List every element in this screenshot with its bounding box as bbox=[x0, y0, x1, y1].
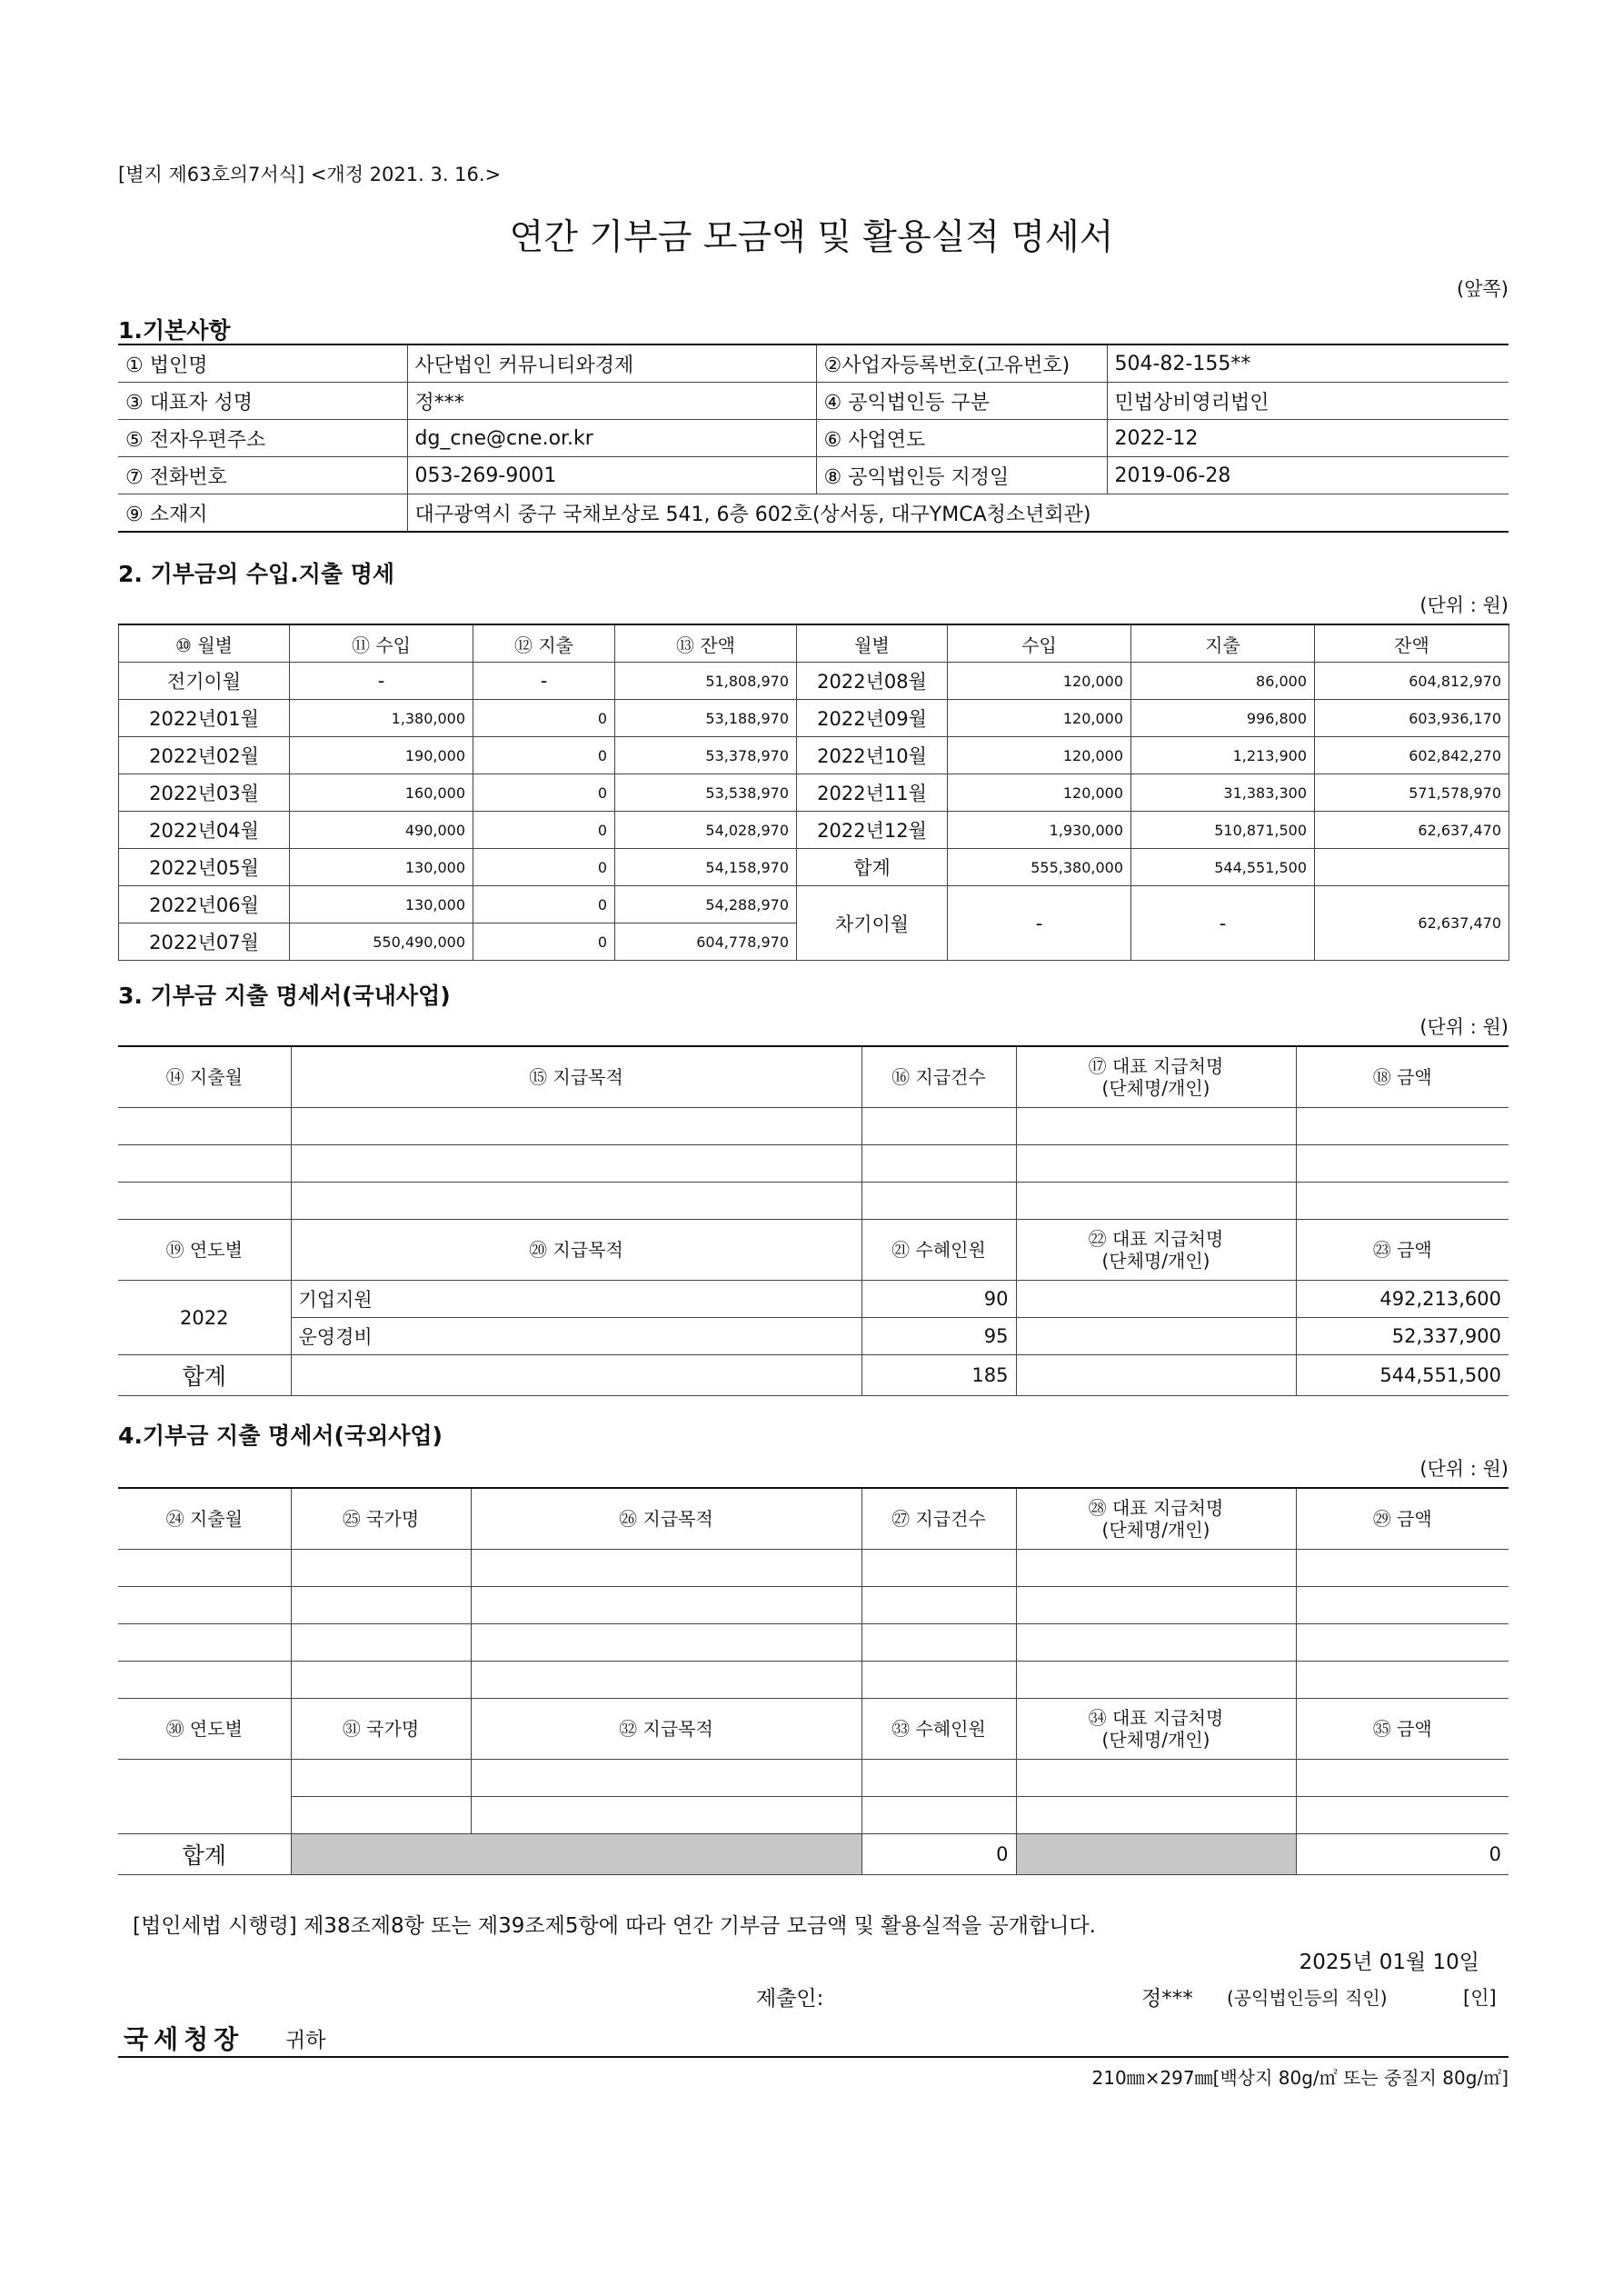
section1-title: 1.기본사항 bbox=[118, 317, 231, 344]
empty-row bbox=[118, 1145, 1508, 1183]
month-cell: 2022년05월 bbox=[119, 849, 290, 886]
info-value: 053-269-9001 bbox=[407, 457, 816, 494]
overseas-expense-table bbox=[118, 1487, 1508, 1875]
payee-header-line1: ㉞ 대표 지급처명 bbox=[1088, 1707, 1224, 1729]
total-row bbox=[118, 1355, 1508, 1396]
submitter-role: (공익법인등의 직인) bbox=[1227, 1987, 1388, 2009]
income-cell: 1,930,000 bbox=[948, 812, 1131, 849]
info-value: 2022-12 bbox=[1107, 420, 1508, 457]
balance-cell: 54,288,970 bbox=[615, 886, 797, 923]
total-label-cell: 합계 bbox=[797, 849, 948, 886]
income-cell: 550,490,000 bbox=[290, 923, 473, 961]
count-cell: 90 bbox=[861, 1281, 1016, 1318]
table-row bbox=[119, 849, 1509, 886]
total-row bbox=[118, 1834, 1508, 1875]
expense-cell: 0 bbox=[473, 849, 615, 886]
col-header-payee bbox=[1016, 1046, 1296, 1108]
payee-header-line1: ⑰ 대표 지급처명 bbox=[1088, 1055, 1224, 1077]
basic-info-table bbox=[118, 344, 1508, 533]
table-row bbox=[119, 812, 1509, 849]
section3-unit: (단위 : 원) bbox=[1419, 1016, 1508, 1038]
document-title: 연간 기부금 모금액 및 활용실적 명세서 bbox=[509, 217, 1114, 258]
expense-cell: 86,000 bbox=[1131, 663, 1315, 700]
section4-unit: (단위 : 원) bbox=[1419, 1458, 1508, 1480]
expense-cell: 510,871,500 bbox=[1131, 812, 1315, 849]
col-header: ㉖ 지급목적 bbox=[471, 1488, 861, 1550]
month-cell: 2022년07월 bbox=[119, 923, 290, 961]
carry-forward-balance: 62,637,470 bbox=[1315, 886, 1509, 961]
info-label: ⑥ 사업연도 bbox=[816, 420, 1107, 457]
col-header: ⑫ 지출 bbox=[473, 624, 615, 663]
total-expense-cell: 544,551,500 bbox=[1131, 849, 1315, 886]
amount-cell: 52,337,900 bbox=[1296, 1318, 1508, 1355]
table-row bbox=[119, 774, 1509, 812]
empty-row bbox=[118, 1797, 1508, 1834]
balance-cell: 53,378,970 bbox=[615, 737, 797, 774]
col-header-payee bbox=[1016, 1488, 1296, 1550]
empty-row bbox=[118, 1662, 1508, 1699]
balance-cell: 604,778,970 bbox=[615, 923, 797, 961]
table-row bbox=[119, 700, 1509, 737]
seal-mark: [인] bbox=[1463, 1987, 1497, 2009]
info-label: ① 법인명 bbox=[118, 344, 407, 383]
month-cell: 2022년02월 bbox=[119, 737, 290, 774]
expense-cell: 0 bbox=[473, 700, 615, 737]
empty-row bbox=[118, 1108, 1508, 1145]
col-header-payee bbox=[1016, 1699, 1296, 1760]
balance-cell: 571,578,970 bbox=[1315, 774, 1509, 812]
empty-row bbox=[118, 1550, 1508, 1587]
col-header-payee bbox=[1016, 1220, 1296, 1281]
section2-unit: (단위 : 원) bbox=[1419, 594, 1508, 616]
balance-cell: 54,028,970 bbox=[615, 812, 797, 849]
empty-row bbox=[118, 1183, 1508, 1220]
header-row bbox=[119, 624, 1509, 663]
col-header: ⑲ 연도별 bbox=[118, 1220, 291, 1281]
bottom-divider bbox=[118, 2056, 1508, 2058]
income-expense-table bbox=[118, 624, 1509, 961]
balance-cell: 53,538,970 bbox=[615, 774, 797, 812]
expense-cell: 0 bbox=[473, 886, 615, 923]
income-cell: 130,000 bbox=[290, 849, 473, 886]
payee-cell bbox=[1016, 1281, 1296, 1318]
table-row bbox=[119, 886, 1509, 923]
month-cell: 2022년06월 bbox=[119, 886, 290, 923]
carry-forward-label: 차기이월 bbox=[797, 886, 948, 961]
col-header: ㉑ 수혜인원 bbox=[861, 1220, 1016, 1281]
purpose-cell: 기업지원 bbox=[291, 1281, 861, 1318]
income-cell: 160,000 bbox=[290, 774, 473, 812]
col-header: ㉙ 금액 bbox=[1296, 1488, 1508, 1550]
income-cell: 120,000 bbox=[948, 774, 1131, 812]
info-value: 민법상비영리법인 bbox=[1107, 383, 1508, 420]
info-value: 사단법인 커뮤니티와경제 bbox=[407, 344, 816, 383]
income-cell: 120,000 bbox=[948, 700, 1131, 737]
count-cell: 95 bbox=[861, 1318, 1016, 1355]
expense-cell: 1,213,900 bbox=[1131, 737, 1315, 774]
table-row bbox=[119, 663, 1509, 700]
expense-cell: - bbox=[473, 663, 615, 700]
payee-cell bbox=[1016, 1318, 1296, 1355]
expense-cell: 0 bbox=[473, 812, 615, 849]
payee-header-line2: (단체명/개인) bbox=[1101, 1729, 1210, 1751]
shaded-cell bbox=[291, 1834, 861, 1875]
col-header: ⑭ 지출월 bbox=[118, 1046, 291, 1108]
info-row bbox=[118, 420, 1508, 457]
col-header: ㉟ 금액 bbox=[1296, 1699, 1508, 1760]
shaded-cell bbox=[1016, 1834, 1296, 1875]
section3-title: 3. 기부금 지출 명세서(국내사업) bbox=[118, 983, 451, 1009]
income-cell: 1,380,000 bbox=[290, 700, 473, 737]
col-header: 지출 bbox=[1131, 624, 1315, 663]
balance-cell: 602,842,270 bbox=[1315, 737, 1509, 774]
col-header: ㉗ 지급건수 bbox=[861, 1488, 1016, 1550]
payee-header-line1: ㉘ 대표 지급처명 bbox=[1088, 1497, 1224, 1519]
payee-header-line1: ㉒ 대표 지급처명 bbox=[1088, 1228, 1224, 1250]
expense-cell: 31,383,300 bbox=[1131, 774, 1315, 812]
income-cell: - bbox=[290, 663, 473, 700]
info-value: dg_cne@cne.or.kr bbox=[407, 420, 816, 457]
form-number: [별지 제63호의7서식] <개정 2021. 3. 16.> bbox=[118, 164, 502, 185]
col-header: ⑪ 수입 bbox=[290, 624, 473, 663]
month-cell: 2022년12월 bbox=[797, 812, 948, 849]
col-header: ㉚ 연도별 bbox=[118, 1699, 291, 1760]
col-header: ㉝ 수혜인원 bbox=[861, 1699, 1016, 1760]
year-cell: 2022 bbox=[118, 1281, 291, 1355]
table-row bbox=[118, 1318, 1508, 1355]
col-header: ⑱ 금액 bbox=[1296, 1046, 1508, 1108]
purpose-cell: 운영경비 bbox=[291, 1318, 861, 1355]
total-label: 합계 bbox=[118, 1834, 291, 1875]
col-header: 월별 bbox=[797, 624, 948, 663]
total-count: 0 bbox=[861, 1834, 1016, 1875]
month-cell: 전기이월 bbox=[119, 663, 290, 700]
info-row bbox=[118, 457, 1508, 494]
col-header: ⑩ 월별 bbox=[119, 624, 290, 663]
month-cell: 2022년10월 bbox=[797, 737, 948, 774]
info-label: ⑤ 전자우편주소 bbox=[118, 420, 407, 457]
total-income-cell: 555,380,000 bbox=[948, 849, 1131, 886]
info-value: 정*** bbox=[407, 383, 816, 420]
domestic-expense-table bbox=[118, 1045, 1508, 1396]
honorific: 귀하 bbox=[285, 2029, 326, 2052]
info-label: ⑦ 전화번호 bbox=[118, 457, 407, 494]
table-row bbox=[119, 737, 1509, 774]
info-value: 504-82-155** bbox=[1107, 344, 1508, 383]
empty-row bbox=[118, 1760, 1508, 1797]
month-cell: 2022년01월 bbox=[119, 700, 290, 737]
total-label: 합계 bbox=[118, 1355, 291, 1396]
info-label: ⑨ 소재지 bbox=[118, 494, 407, 533]
header-row bbox=[118, 1699, 1508, 1760]
info-label: ③ 대표자 성명 bbox=[118, 383, 407, 420]
col-header: ⑮ 지급목적 bbox=[291, 1046, 861, 1108]
month-cell: 2022년03월 bbox=[119, 774, 290, 812]
income-cell: 490,000 bbox=[290, 812, 473, 849]
total-amount: 544,551,500 bbox=[1296, 1355, 1508, 1396]
info-row bbox=[118, 383, 1508, 420]
table-row bbox=[118, 1281, 1508, 1318]
addressee: 국세청장 bbox=[124, 2024, 244, 2054]
section4-title: 4.기부금 지출 명세서(국외사업) bbox=[118, 1423, 443, 1449]
month-cell: 2022년09월 bbox=[797, 700, 948, 737]
month-cell: 2022년04월 bbox=[119, 812, 290, 849]
col-header: 수입 bbox=[948, 624, 1131, 663]
info-label: ④ 공익법인등 구분 bbox=[816, 383, 1107, 420]
address-value: 대구광역시 중구 국채보상로 541, 6층 602호(상서동, 대구YMCA청소년회관) bbox=[407, 494, 1508, 533]
income-cell: 130,000 bbox=[290, 886, 473, 923]
balance-cell: 603,936,170 bbox=[1315, 700, 1509, 737]
col-header: 잔액 bbox=[1315, 624, 1509, 663]
balance-cell: 54,158,970 bbox=[615, 849, 797, 886]
submitter-name: 정*** bbox=[1141, 1987, 1193, 2011]
col-header: ⑯ 지급건수 bbox=[861, 1046, 1016, 1108]
info-value: 2019-06-28 bbox=[1107, 457, 1508, 494]
disclosure-statement: [법인세법 시행령] 제38조제8항 또는 제39조제5항에 따라 연간 기부금 모금액 및 활용실적을 공개합니다. bbox=[133, 1914, 1096, 1938]
expense-cell: 0 bbox=[473, 923, 615, 961]
empty-row bbox=[118, 1624, 1508, 1662]
carry-forward-income: - bbox=[948, 886, 1131, 961]
expense-cell: 996,800 bbox=[1131, 700, 1315, 737]
col-header: ㉕ 국가명 bbox=[291, 1488, 471, 1550]
col-header: ㉛ 국가명 bbox=[291, 1699, 471, 1760]
total-amount: 0 bbox=[1296, 1834, 1508, 1875]
balance-cell: 51,808,970 bbox=[615, 663, 797, 700]
info-label: ②사업자등록번호(고유번호) bbox=[816, 344, 1107, 383]
col-header: ㉜ 지급목적 bbox=[471, 1699, 861, 1760]
income-cell: 190,000 bbox=[290, 737, 473, 774]
header-row bbox=[118, 1220, 1508, 1281]
payee-header-line2: (단체명/개인) bbox=[1101, 1519, 1210, 1541]
info-label: ⑧ 공익법인등 지정일 bbox=[816, 457, 1107, 494]
front-page-label: (앞쪽) bbox=[1457, 278, 1508, 300]
expense-cell: 0 bbox=[473, 774, 615, 812]
total-balance-cell bbox=[1315, 849, 1509, 886]
col-header: ⑬ 잔액 bbox=[615, 624, 797, 663]
balance-cell: 604,812,970 bbox=[1315, 663, 1509, 700]
income-cell: 120,000 bbox=[948, 737, 1131, 774]
submission-date: 2025년 01월 10일 bbox=[1299, 1951, 1479, 1974]
header-row bbox=[118, 1046, 1508, 1108]
month-cell: 2022년11월 bbox=[797, 774, 948, 812]
section2-title: 2. 기부금의 수입.지출 명세 bbox=[118, 561, 395, 587]
month-cell: 2022년08월 bbox=[797, 663, 948, 700]
submitter-label: 제출인: bbox=[756, 1987, 824, 2011]
col-header: ⑳ 지급목적 bbox=[291, 1220, 861, 1281]
balance-cell: 53,188,970 bbox=[615, 700, 797, 737]
col-header: ㉓ 금액 bbox=[1296, 1220, 1508, 1281]
total-count: 185 bbox=[861, 1355, 1016, 1396]
carry-forward-expense: - bbox=[1131, 886, 1315, 961]
expense-cell: 0 bbox=[473, 737, 615, 774]
payee-header-line2: (단체명/개인) bbox=[1101, 1250, 1210, 1272]
amount-cell: 492,213,600 bbox=[1296, 1281, 1508, 1318]
income-cell: 120,000 bbox=[948, 663, 1131, 700]
header-row bbox=[118, 1488, 1508, 1550]
col-header: ㉔ 지출월 bbox=[118, 1488, 291, 1550]
payee-header-line2: (단체명/개인) bbox=[1101, 1077, 1210, 1099]
paper-spec: 210㎜×297㎜[백상지 80g/㎡ 또는 중질지 80g/㎡] bbox=[1091, 2067, 1508, 2089]
balance-cell: 62,637,470 bbox=[1315, 812, 1509, 849]
info-row-address bbox=[118, 494, 1508, 533]
empty-row bbox=[118, 1587, 1508, 1624]
info-row bbox=[118, 344, 1508, 383]
